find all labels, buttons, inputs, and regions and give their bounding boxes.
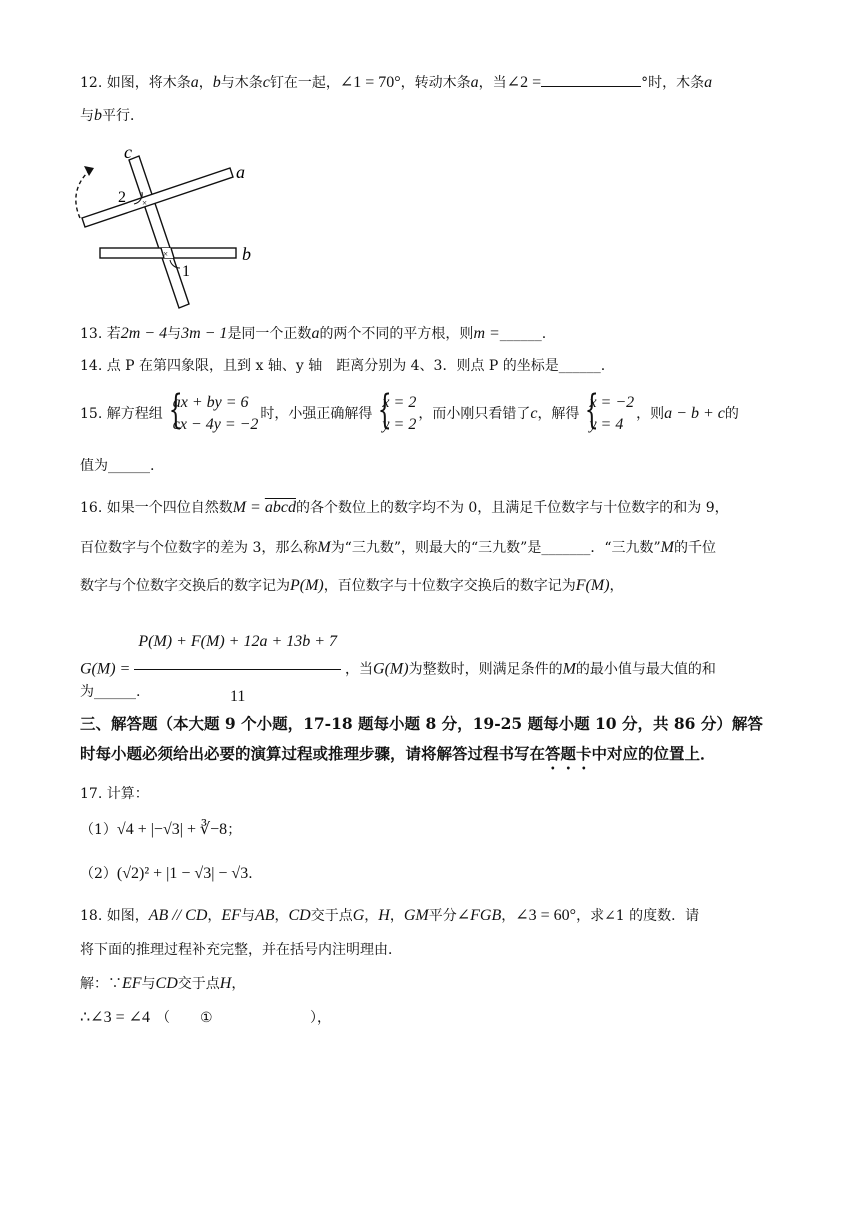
q18-text: 平分: [428, 908, 457, 924]
q18-line2: [80, 940, 402, 960]
q12-text: ，: [198, 75, 213, 91]
q14-text: 14. 点 P 在第四象限，且到 x 轴、y 轴 距离分别为 4、3．则点 P 的坐标是______.: [80, 358, 606, 374]
expr-G-M: G(M): [373, 660, 409, 678]
section-heading-text: 时每小题必须给出必要的演算过程或推理步骤，请将解答过程书写在: [80, 744, 546, 763]
angle-FGB: ∠FGB: [456, 907, 502, 924]
q18-text: 交于点: [310, 908, 353, 924]
q12-text: 钉在一起，: [269, 75, 340, 91]
part-label: （1）: [80, 822, 117, 838]
segment-CD: CD: [155, 975, 178, 992]
var-a: a: [704, 74, 713, 91]
expr-a-b-c: a − b + c: [664, 405, 725, 422]
expr-3m-1: 3m − 1: [181, 325, 228, 342]
q18-text: ，: [389, 908, 404, 924]
q18-text: 与: [240, 908, 255, 924]
q18-text: ，: [231, 976, 246, 992]
q16-line3: [80, 576, 624, 596]
q16-line5: [80, 682, 140, 702]
q18-text: （: [156, 1010, 171, 1026]
q16-line2: [80, 538, 716, 558]
q15-line1: [80, 387, 739, 436]
solution-system-1: { x = 2 y = 2: [374, 392, 416, 436]
q18-line1: [80, 906, 699, 926]
q18-text: 将下面的推理过程补充完整，并在括号内注明理由．: [80, 942, 402, 958]
section-3-heading-line2: [80, 744, 716, 773]
q15-text: ，则: [636, 406, 665, 422]
var-M: M: [660, 539, 674, 556]
q12-text: 平行．: [102, 108, 144, 124]
point-H: H: [378, 907, 390, 924]
q12-text: ，转动木条: [400, 75, 471, 91]
q17-part1: [80, 820, 241, 840]
var-a: a: [190, 74, 199, 91]
q13-text: 13. 若: [80, 326, 121, 342]
reason-blank-1[interactable]: ①: [200, 1010, 213, 1026]
section-heading-text: 三、解答题（本大题 9 个小题，17-18 题每小题 8 分，19-25 题每小题 10 分，共 86 分）解答: [80, 714, 763, 733]
equation-system-1: { ax + by = 6 cx − 4y = −2: [165, 392, 259, 436]
expr-2m-4: 2m − 4: [120, 325, 168, 342]
angle-3-value: ∠3 = 60°: [515, 907, 577, 924]
q15-text: 时，小强正确解得: [260, 406, 373, 422]
q12-text: 与木条: [220, 75, 263, 91]
q18-text: 解：∵: [80, 976, 122, 992]
q13-text: 是同一个正数: [227, 326, 312, 342]
q17-text: 17. 计算：: [80, 786, 149, 802]
answer-blank[interactable]: ______.: [499, 326, 547, 342]
q13-text: 的两个不同的平方根，则: [319, 326, 474, 342]
emphasized-answer-card: 答题卡: [545, 744, 592, 763]
q16-text: 为______.: [80, 684, 141, 700]
q16-text: 的千位: [673, 540, 716, 556]
q18-text: ，: [274, 908, 289, 924]
label-a: a: [236, 162, 245, 182]
point-H: H: [219, 975, 232, 992]
label-b: b: [242, 244, 251, 264]
q15-text: 15. 解方程组: [80, 406, 163, 422]
q18-text: ，: [364, 908, 379, 924]
var-M: M: [317, 539, 331, 556]
q15-text: 值为______.: [80, 458, 155, 474]
var-b: b: [212, 74, 221, 91]
var-c: c: [262, 74, 270, 91]
equation-row: ax + by = 6: [172, 394, 249, 411]
q16-text: 的最小值与最大值的和: [575, 661, 716, 678]
q18-text: 18. 如图，: [80, 908, 149, 924]
equation-row: cx − 4y = −2: [172, 416, 259, 433]
var-a: a: [311, 325, 320, 342]
var-a: a: [470, 74, 479, 91]
equation-row: x = 2: [382, 394, 417, 411]
expr-G-M: G(M) =: [80, 660, 131, 678]
q16-text: ，当: [345, 661, 374, 678]
equation-row: y = 4: [589, 416, 624, 433]
q18-text: 与: [141, 976, 156, 992]
equation-row: y = 2: [382, 416, 417, 433]
stick-c: [129, 156, 189, 308]
fraction-G-M: [134, 618, 341, 721]
q12-line2: [80, 106, 144, 126]
q18-text: 交于点: [177, 976, 220, 992]
q15-text: ，而小刚只看错了: [418, 406, 531, 422]
q16-text: 的各个数位上的数字均不为 0，且满足千位数字与十位数字的和为 9，: [295, 500, 729, 516]
expr-F-M: F(M): [575, 577, 610, 594]
q14: [80, 356, 605, 376]
q12-text: ，当: [478, 75, 507, 91]
angle-2-label: ∠2 =: [506, 74, 542, 91]
fraction-numerator: P(M) + F(M) + 12a + 13b + 7: [134, 618, 341, 670]
q18-text: ，求∠1 的度数．请: [576, 908, 700, 924]
q13: [80, 324, 546, 344]
q12-figure: [62, 140, 272, 312]
q16-text: 16. 如果一个四位自然数: [80, 500, 233, 516]
q18-text: ，: [501, 908, 516, 924]
part-label: （2）: [80, 866, 117, 882]
var-c: c: [530, 405, 538, 422]
point-G: G: [352, 907, 365, 924]
nail-mark: ×: [142, 198, 148, 208]
segment-CD: CD: [288, 907, 311, 924]
label-angle-2: 2: [118, 189, 126, 206]
q17-text: ．: [248, 866, 263, 882]
nail-mark: ×: [163, 249, 169, 259]
expr-AB-parallel-CD: AB // CD: [148, 907, 208, 924]
overline-abcd: abcd: [264, 499, 296, 516]
answer-blank[interactable]: [541, 72, 641, 87]
segment-GM: GM: [403, 907, 429, 924]
label-c: c: [124, 142, 132, 162]
q17-part2: [80, 864, 262, 884]
q17-text: ；: [227, 822, 242, 838]
q12-text: °时，木条: [641, 75, 705, 91]
q16-text: ，百位数字与十位数字交换后的数字记为: [323, 578, 576, 594]
q18-text: ），: [310, 1010, 332, 1026]
expr-q17-1: √4 + |−√3| + ∛−8: [116, 821, 228, 838]
angle-equation: ∴∠3 = ∠4: [80, 1009, 151, 1026]
q15-text: 的: [724, 406, 739, 422]
label-angle-1: 1: [182, 263, 190, 280]
arrow-head-icon: [84, 166, 94, 176]
var-M: M: [562, 660, 576, 678]
expr-P-M: P(M): [290, 577, 324, 594]
q16-line1: [80, 498, 729, 518]
section-heading-text: 中对应的位置上．: [591, 744, 716, 763]
q12-line1: [80, 72, 712, 93]
solution-system-2: { x = −2 y = 4: [581, 392, 634, 436]
q17-title: [80, 784, 149, 804]
segment-AB: AB: [254, 907, 275, 924]
equation-row: x = −2: [589, 394, 635, 411]
expr-m: m =: [473, 325, 500, 342]
q18-line3: [80, 974, 245, 994]
q12-text: 与: [80, 108, 94, 124]
angle-1-value: ∠1 = 70°: [339, 74, 401, 91]
var-M: M =: [232, 499, 265, 516]
q15-text: ，解得: [537, 406, 580, 422]
q13-text: 与: [167, 326, 182, 342]
segment-EF: EF: [221, 907, 241, 924]
expr-q17-2: (√2)² + |1 − √3| − √3: [116, 865, 249, 882]
segment-EF: EF: [122, 975, 142, 992]
q15-line2: [80, 456, 154, 476]
rotation-arrow: [76, 172, 88, 218]
q12-text: 12. 如图，将木条: [80, 75, 191, 91]
q16-line4: [80, 618, 716, 721]
q16-text: ，: [609, 578, 624, 594]
q16-text: 数字与个位数字交换后的数字记为: [80, 578, 290, 594]
var-b: b: [94, 107, 102, 124]
q16-text: 百位数字与个位数字的差为 3，那么称: [80, 540, 318, 556]
section-3-heading: [80, 714, 763, 734]
q18-line4: [80, 1008, 331, 1028]
fraction-denominator: 11: [229, 688, 246, 705]
q18-text: ，: [207, 908, 222, 924]
q16-text: 为“三九数”，则最大的“三九数”是_______．“三九数”: [330, 540, 661, 556]
q16-text: 为整数时，则满足条件的: [408, 661, 563, 678]
